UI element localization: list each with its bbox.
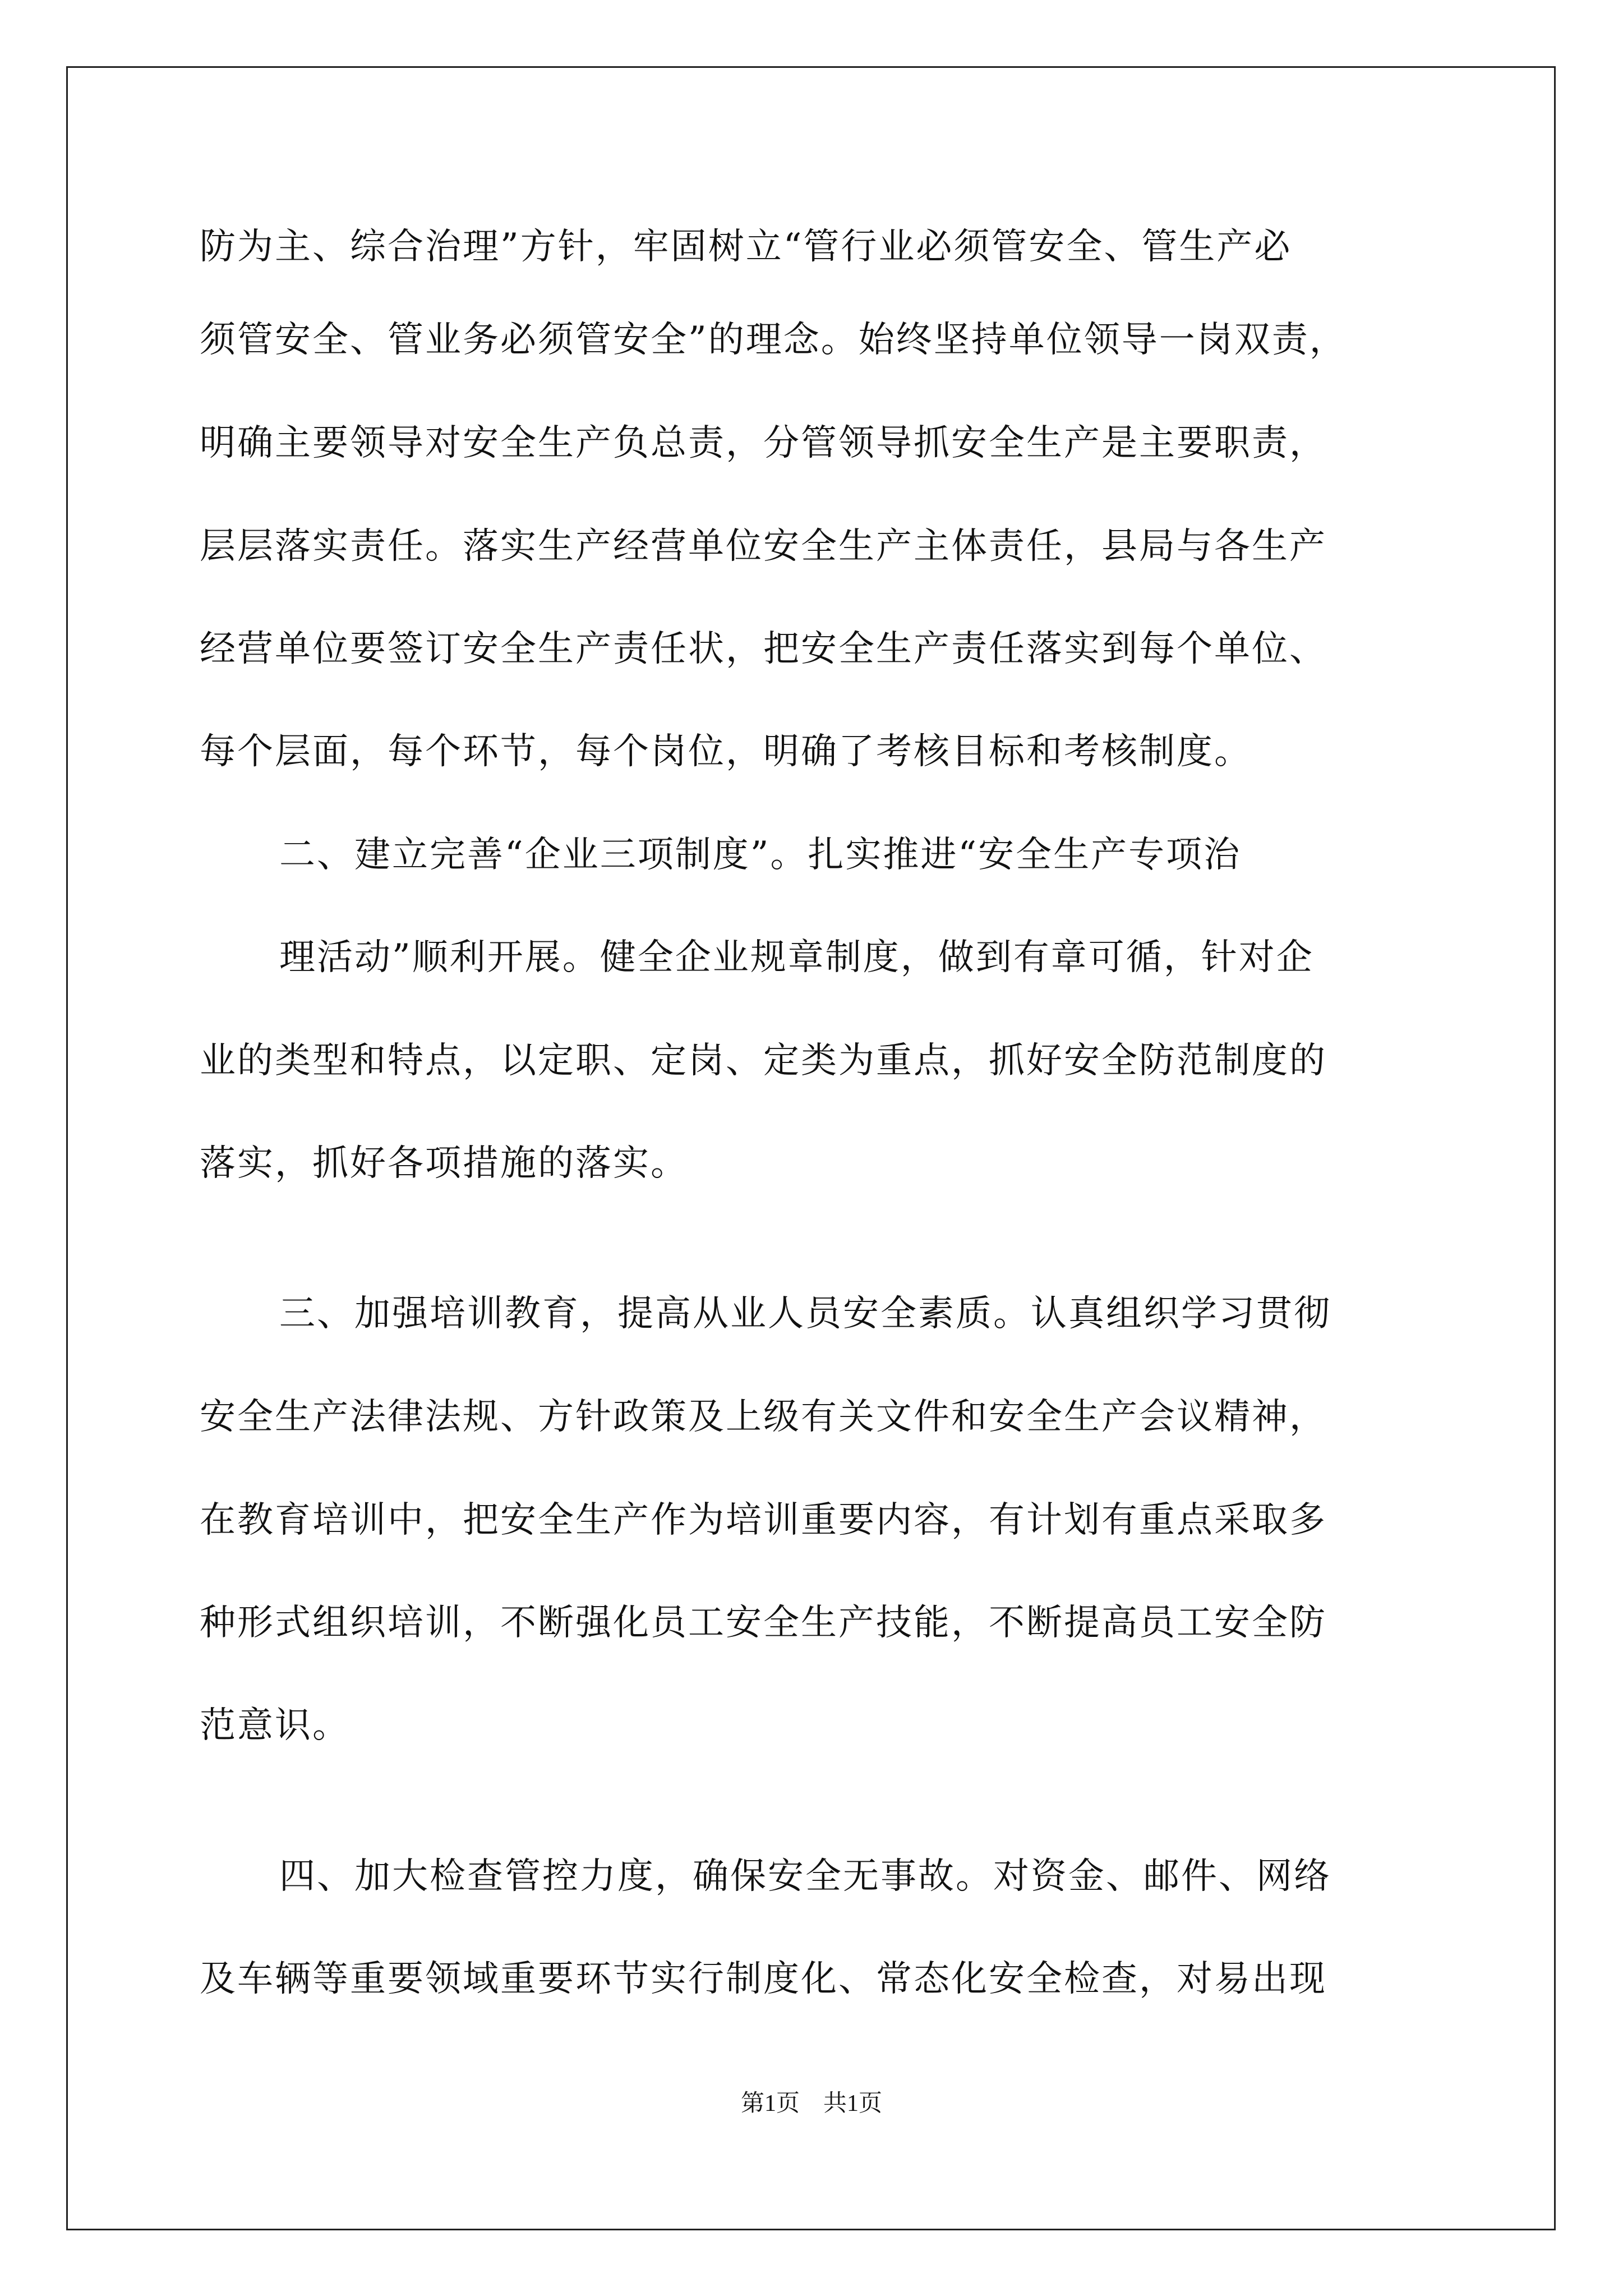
paragraph-heading: 二、建立完善“企业三项制度”。扎实推进“安全生产专项治 bbox=[279, 834, 1242, 876]
paragraph-heading: 四、加大检查管控力度，确保安全无事故。对资金、邮件、网络 bbox=[279, 1856, 1331, 1897]
text-line: 每个层面，每个环节，每个岗位，明确了考核目标和考核制度。 bbox=[200, 731, 1252, 772]
text-line: 层层落实责任。落实生产经营单位安全生产主体责任，县局与各生产 bbox=[200, 526, 1327, 567]
text-line: 须管安全、管业务必须管安全”的理念。始终坚持单位领导一岗双责， bbox=[200, 319, 1347, 361]
text-line: 理活动”顺利开展。健全企业规章制度，做到有章可循，针对企 bbox=[279, 937, 1314, 978]
text-line: 经营单位要签订安全生产责任状，把安全生产责任落实到每个单位、 bbox=[200, 628, 1327, 670]
text-line: 在教育培训中，把安全生产作为培训重要内容，有计划有重点采取多 bbox=[200, 1499, 1327, 1541]
text-line: 防为主、综合治理”方针，牢固树立“管行业必须管安全、管生产必 bbox=[200, 226, 1292, 268]
paragraph-heading: 三、加强培训教育，提高从业人员安全素质。认真组织学习贯彻 bbox=[279, 1293, 1331, 1335]
text-line: 种形式组织培训，不断强化员工安全生产技能，不断提高员工安全防 bbox=[200, 1602, 1327, 1644]
text-line: 业的类型和特点，以定职、定岗、定类为重点，抓好安全防范制度的 bbox=[200, 1040, 1327, 1082]
text-line: 明确主要领导对安全生产负总责，分管领导抓安全生产是主要职责， bbox=[200, 422, 1327, 464]
text-line: 安全生产法律法规、方针政策及上级有关文件和安全生产会议精神， bbox=[200, 1396, 1327, 1438]
page-footer: 第1页 共1页 bbox=[740, 2091, 882, 2116]
text-line: 及车辆等重要领域重要环节实行制度化、常态化安全检查，对易出现 bbox=[200, 1958, 1327, 2000]
text-line: 范意识。 bbox=[200, 1705, 350, 1746]
text-line: 落实，抓好各项措施的落实。 bbox=[200, 1143, 688, 1184]
